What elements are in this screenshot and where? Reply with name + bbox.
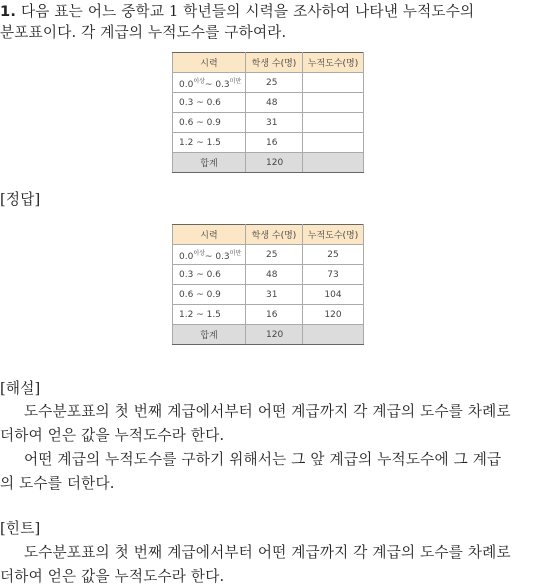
student-count: 48 bbox=[246, 93, 303, 113]
explanation-p2-line1: 어떤 계급의 누적도수를 구하기 위해서는 그 앞 계급의 누적도수에 그 계급 bbox=[24, 451, 502, 468]
explanation-label: [해설] bbox=[0, 380, 41, 397]
student-count: 16 bbox=[246, 305, 303, 325]
class-interval: 1.2 ~ 1.5 bbox=[173, 305, 246, 325]
answer-table bbox=[172, 224, 364, 345]
hint-line2: 더하여 얻은 값을 누적도수라 한다. bbox=[0, 568, 225, 585]
header-students: 학생 수(명) bbox=[246, 53, 303, 73]
student-count: 25 bbox=[246, 73, 303, 93]
cumulative-count bbox=[303, 133, 364, 153]
cumulative-count: 25 bbox=[303, 245, 364, 265]
total-cumulative bbox=[303, 325, 364, 345]
class-interval: $0.0^{이상}\sim$ $0.3^{미만}$ bbox=[173, 73, 246, 93]
class-interval: $0.0^{이상}\sim$ $0.3^{미만}$ bbox=[173, 245, 246, 265]
total-label: 합계 bbox=[173, 153, 246, 173]
hint-label: [힌트] bbox=[0, 520, 41, 537]
student-count: 31 bbox=[246, 113, 303, 133]
total-cumulative bbox=[303, 153, 364, 173]
total-count: 120 bbox=[246, 325, 303, 345]
table-row bbox=[173, 245, 364, 265]
cumulative-count bbox=[303, 73, 364, 93]
table-row bbox=[173, 265, 364, 285]
table-row bbox=[173, 113, 364, 133]
answer-label: [정답] bbox=[0, 191, 41, 208]
question-line-1 bbox=[0, 0, 474, 21]
class-interval: 0.6 ~ 0.9 bbox=[173, 113, 246, 133]
cumulative-count bbox=[303, 113, 364, 133]
frequency-table bbox=[172, 52, 364, 173]
table-row bbox=[173, 93, 364, 113]
class-interval: 0.3 ~ 0.6 bbox=[173, 265, 246, 285]
total-label: 합계 bbox=[173, 325, 246, 345]
cumulative-count: 104 bbox=[303, 285, 364, 305]
cumulative-count: 73 bbox=[303, 265, 364, 285]
table-row bbox=[173, 73, 364, 93]
table-total-row bbox=[173, 325, 364, 345]
question-text-1: 다음 표는 어느 중학교 1 학년들의 시력을 조사하여 나타낸 누적도수의 bbox=[20, 3, 475, 20]
question-number: 1. bbox=[0, 3, 17, 20]
header-students: 학생 수(명) bbox=[246, 225, 303, 245]
student-count: 31 bbox=[246, 285, 303, 305]
header-cumulative: 누적도수(명) bbox=[303, 225, 364, 245]
header-vision: 시력 bbox=[173, 53, 246, 73]
explanation-p2-line2: 의 도수를 더한다. bbox=[0, 475, 115, 492]
table-header-row bbox=[173, 53, 364, 73]
table-row bbox=[173, 133, 364, 153]
class-interval: 0.3 ~ 0.6 bbox=[173, 93, 246, 113]
student-count: 25 bbox=[246, 245, 303, 265]
explanation-p1-line2: 더하여 얻은 값을 누적도수라 한다. bbox=[0, 427, 225, 444]
student-count: 16 bbox=[246, 133, 303, 153]
total-count: 120 bbox=[246, 153, 303, 173]
question-line-2: 분포표이다. 각 계급의 누적도수를 구하여라. bbox=[0, 24, 287, 41]
table-total-row bbox=[173, 153, 364, 173]
hint-line1: 도수분포표의 첫 번째 계급에서부터 어떤 계급까지 각 계급의 도수를 차례로 bbox=[24, 544, 511, 561]
table-row bbox=[173, 285, 364, 305]
header-vision: 시력 bbox=[173, 225, 246, 245]
table-row bbox=[173, 305, 364, 325]
cumulative-count: 120 bbox=[303, 305, 364, 325]
class-interval: 0.6 ~ 0.9 bbox=[173, 285, 246, 305]
cumulative-count bbox=[303, 93, 364, 113]
student-count: 48 bbox=[246, 265, 303, 285]
header-cumulative: 누적도수(명) bbox=[303, 53, 364, 73]
explanation-p1-line1: 도수분포표의 첫 번째 계급에서부터 어떤 계급까지 각 계급의 도수를 차례로 bbox=[24, 403, 511, 420]
class-interval: 1.2 ~ 1.5 bbox=[173, 133, 246, 153]
table-header-row bbox=[173, 225, 364, 245]
